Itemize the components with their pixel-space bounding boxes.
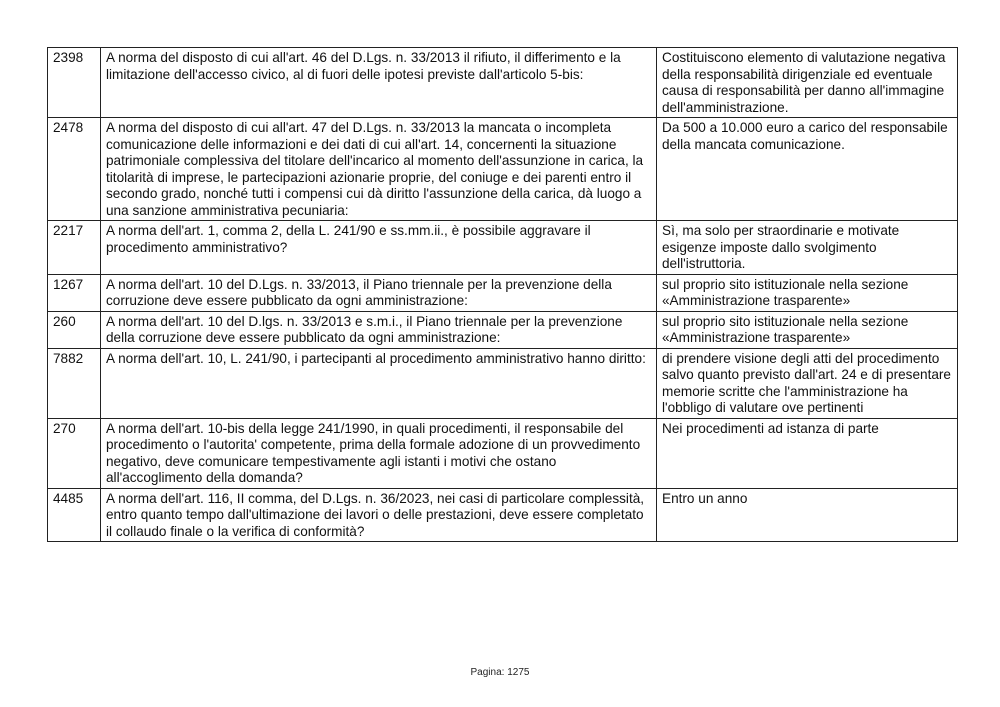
- table-row: [48, 118, 958, 221]
- question-text: A norma dell'art. 10-bis della legge 241/1990, in quali procedimenti, il responsabile del procedimento o l'autorita' competente, prima della formale adozione di un provvedimento negativo, deve comunicare tempestivamente agli istanti i motivi che ostano all'accoglimento della domanda?: [101, 418, 657, 488]
- question-id: 4485: [48, 488, 101, 542]
- table-row: [48, 274, 958, 311]
- table-row: [48, 221, 958, 275]
- answer-text: Sì, ma solo per straordinarie e motivate esigenze imposte dallo svolgimento dell'istruttoria.: [657, 221, 958, 275]
- question-id: 2217: [48, 221, 101, 275]
- question-text: A norma dell'art. 116, II comma, del D.Lgs. n. 36/2023, nei casi di particolare complessità, entro quanto tempo dall'ultimazione dei lavori o delle prestazioni, deve essere completato il collaudo finale o la verifica di conformità?: [101, 488, 657, 542]
- question-text: A norma dell'art. 10 del D.lgs. n. 33/2013 e s.m.i., il Piano triennale per la prevenzione della corruzione deve essere pubblicato da ogni amministrazione:: [101, 311, 657, 348]
- question-id: 260: [48, 311, 101, 348]
- question-id: 7882: [48, 348, 101, 418]
- question-text: A norma dell'art. 10 del D.Lgs. n. 33/2013, il Piano triennale per la prevenzione della corruzione deve essere pubblicato da ogni amministrazione:: [101, 274, 657, 311]
- table-row: [48, 311, 958, 348]
- table-row: [48, 488, 958, 542]
- question-text: A norma dell'art. 10, L. 241/90, i partecipanti al procedimento amministrativo hanno diritto:: [101, 348, 657, 418]
- answer-text: sul proprio sito istituzionale nella sezione «Amministrazione trasparente»: [657, 274, 958, 311]
- question-text: A norma del disposto di cui all'art. 46 del D.Lgs. n. 33/2013 il rifiuto, il differimento e la limitazione dell'accesso civico, al di fuori delle ipotesi previste dall'articolo 5-bis:: [101, 48, 657, 118]
- answer-text: Costituiscono elemento di valutazione negativa della responsabilità dirigenziale ed eventuale causa di responsabilità per danno all'immagine dell'amministrazione.: [657, 48, 958, 118]
- answer-text: di prendere visione degli atti del procedimento salvo quanto previsto dall'art. 24 e di presentare memorie scritte che l'amministrazione ha l'obbligo di valutare ove pertinenti: [657, 348, 958, 418]
- question-id: 2478: [48, 118, 101, 221]
- answer-text: Entro un anno: [657, 488, 958, 542]
- question-text: A norma dell'art. 1, comma 2, della L. 241/90 e ss.mm.ii., è possibile aggravare il procedimento amministrativo?: [101, 221, 657, 275]
- answer-text: Nei procedimenti ad istanza di parte: [657, 418, 958, 488]
- answer-text: Da 500 a 10.000 euro a carico del responsabile della mancata comunicazione.: [657, 118, 958, 221]
- answer-text: sul proprio sito istituzionale nella sezione «Amministrazione trasparente»: [657, 311, 958, 348]
- question-text: A norma del disposto di cui all'art. 47 del D.Lgs. n. 33/2013 la mancata o incompleta comunicazione delle informazioni e dei dati di cui all'art. 14, concernenti la situazione patrimoniale complessiva del titolare dell'incarico al momento dell'assunzione in carica, la titolarità di imprese, le partecipazioni azionarie proprie, del coniuge e dei parenti entro il secondo grado, nonché tutti i compensi cui dà diritto l'assunzione della carica, dà luogo a una sanzione amministrativa pecuniaria:: [101, 118, 657, 221]
- question-id: 1267: [48, 274, 101, 311]
- question-id: 2398: [48, 48, 101, 118]
- page-number: Pagina: 1275: [470, 667, 530, 678]
- table-row: [48, 48, 958, 118]
- question-table: [47, 47, 958, 542]
- question-id: 270: [48, 418, 101, 488]
- table-row: [48, 348, 958, 418]
- table-row: [48, 418, 958, 488]
